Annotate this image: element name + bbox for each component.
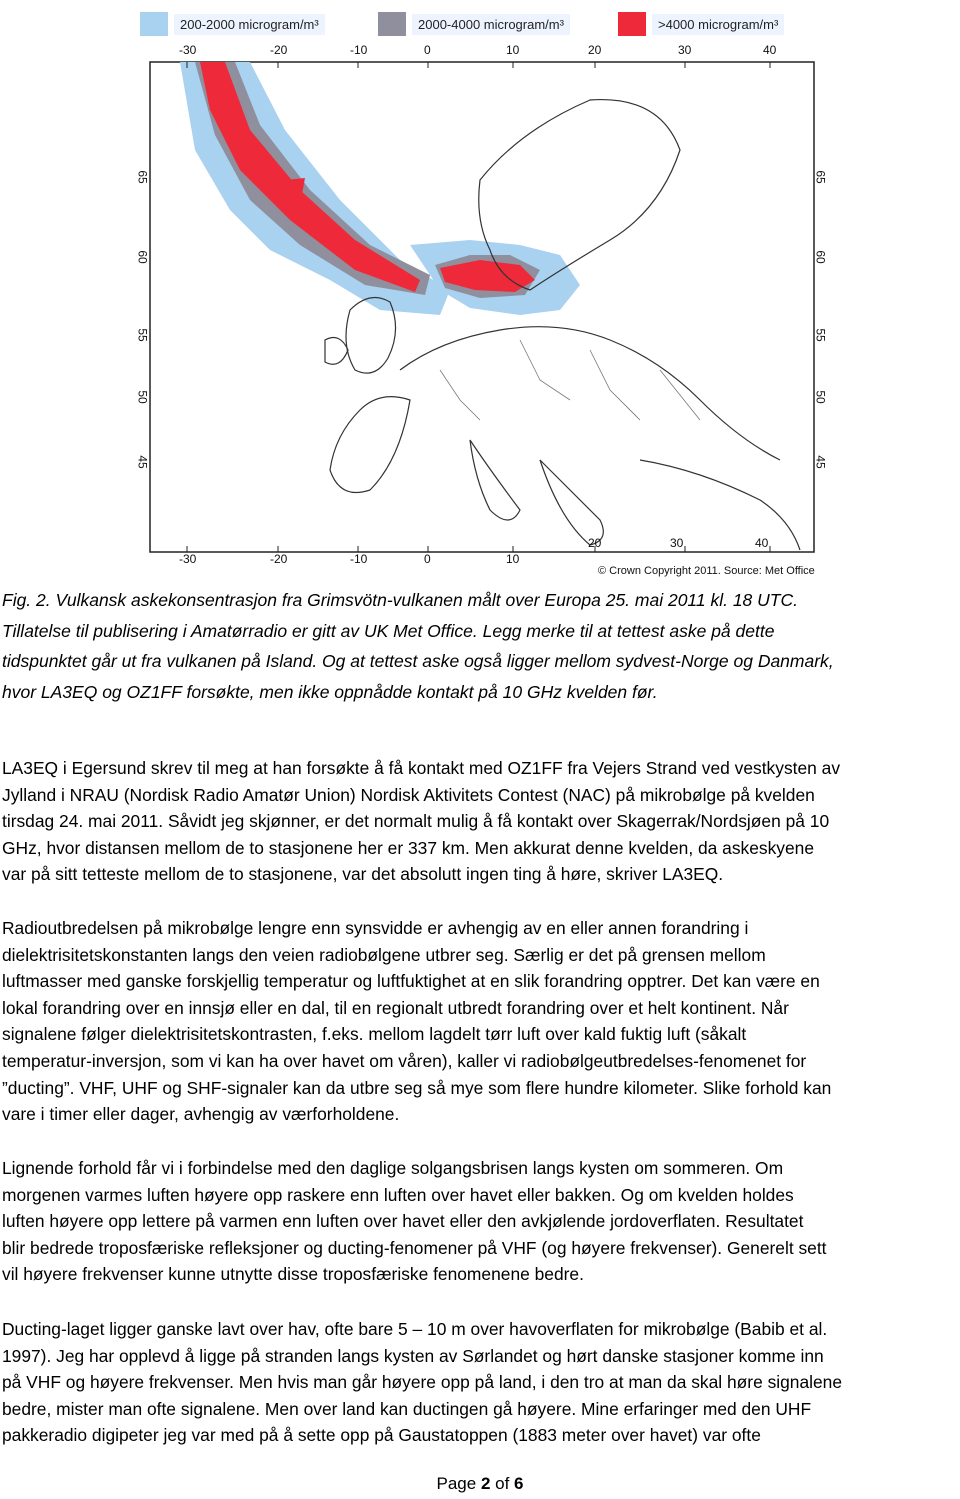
lon-tick-bottom: 40	[755, 536, 769, 550]
lat-tick-left: 45	[135, 455, 150, 469]
text-line: bedre, mister man ofte signalene. Men over land kan ductingen gå høyere. Mine erfaringer med den UHF	[2, 1398, 812, 1419]
ash-concentration-map	[135, 40, 830, 580]
lon-tick-top: -20	[270, 43, 288, 57]
lon-tick-top: 20	[588, 43, 602, 57]
text-line: signalene følger dielektrisitetskontrasten, f.eks. mellom lagdelt tørr luft over kald fuktig luft (såkalt	[2, 1024, 747, 1045]
lat-tick-left: 55	[135, 328, 150, 342]
lon-tick-bottom: 10	[506, 552, 520, 566]
legend-item-low	[140, 12, 325, 36]
text-line: tirsdag 24. mai 2011. Såvidt jeg skjønner, er det normalt mulig å få kontakt over Skagerrak/Nordsjøen på 10	[2, 811, 830, 832]
lon-tick-top: -10	[350, 43, 368, 57]
lat-tick-left: 60	[135, 250, 150, 264]
lon-tick-bottom: -20	[270, 552, 288, 566]
lat-tick-left: 50	[135, 390, 150, 404]
legend-label-low: 200-2000 microgram/m³	[174, 14, 325, 35]
lon-tick-bottom: 30	[670, 536, 684, 550]
footer-mid: of	[490, 1474, 515, 1493]
legend-item-mid	[378, 12, 570, 36]
text-line: dielektrisitetskonstanten langs den veien radiobølgene utbrer seg. Særlig er det på grensen mellom	[2, 944, 766, 965]
paragraph-3	[2, 1155, 960, 1288]
lon-tick-top: 10	[506, 43, 520, 57]
text-line: ”ducting”. VHF, UHF og SHF-signaler kan da utbre seg så mye som flere hundre kilometer. Slike forhold kan	[2, 1077, 832, 1098]
text-line: lokal forandring over en innsjø eller en dal, til en regionalt utbredt forandring over et helt kontinent. Når	[2, 997, 789, 1018]
lon-tick-bottom: -30	[179, 552, 197, 566]
lon-tick-bottom: 0	[424, 552, 431, 566]
lat-tick-right: 50	[813, 390, 828, 404]
page-footer	[0, 1474, 960, 1494]
lon-tick-bottom: -10	[350, 552, 368, 566]
text-line: Jylland i NRAU (Nordisk Radio Amatør Union) Nordisk Aktivitets Contest (NAC) på mikrobølge på kvelden	[2, 784, 815, 805]
text-line: temperatur-inversjon, som vi kan ha over havet om våren), kaller vi radiobølgeutbredelses-fenomenet for	[2, 1050, 807, 1071]
footer-total-pages: 6	[514, 1474, 524, 1493]
footer-current-page: 2	[480, 1474, 491, 1493]
lon-tick-bottom: 20	[588, 536, 602, 550]
text-line: Ducting-laget ligger ganske lavt over hav, ofte bare 5 – 10 m over havoverflaten for mikrobølge (Babib et al.	[2, 1319, 828, 1339]
text-line: morgenen varmes luften høyere opp raskere enn luften over havet eller bakken. Og om kvelden holdes	[2, 1184, 794, 1205]
lat-tick-right: 55	[813, 328, 828, 342]
caption-line: hvor LA3EQ og OZ1FF forsøkte, men ikke oppnådde kontakt på 10 GHz kvelden før.	[2, 681, 658, 702]
footer-prefix: Page	[436, 1474, 481, 1493]
text-line: LA3EQ i Egersund skrev til meg at han forsøkte å få kontakt med OZ1FF fra Vejers Strand ved vestkysten av	[2, 758, 841, 778]
text-line: 1997). Jeg har opplevd å ligge på stranden langs kysten av Sørlandet og hørt danske stasjoner komme inn	[2, 1345, 824, 1366]
lon-tick-top: 40	[763, 43, 777, 57]
lat-tick-right: 60	[813, 250, 828, 264]
text-line: GHz, hvor distansen mellom de to stasjonene her er 337 km. Men akkurat denne kvelden, da askeskyene	[2, 837, 815, 858]
text-line: blir bedrede troposfæriske refleksjoner og ducting-fenomener på VHF (og høyere frekvenser). Generelt sett	[2, 1237, 827, 1258]
lat-tick-right: 45	[813, 455, 828, 469]
legend-label-high: >4000 microgram/m³	[652, 14, 784, 35]
legend-label-mid: 2000-4000 microgram/m³	[412, 14, 570, 35]
map-legend	[140, 8, 820, 36]
text-line: Lignende forhold får vi i forbindelse med den daglige solgangsbrisen langs kysten om sommeren. Om	[2, 1158, 784, 1178]
text-line: Radioutbredelsen på mikrobølge lengre enn synsvidde er avhengig av en eller annen forandring i	[2, 918, 749, 938]
text-line: på VHF og høyere frekvenser. Men hvis man går høyere opp på land, i den tro at man da skal høre signalene	[2, 1372, 843, 1393]
text-line: vil høyere frekvenser kunne utnytte disse troposfæriske fenomenene bedre.	[2, 1264, 584, 1285]
map-credit: © Crown Copyright 2011. Source: Met Office	[598, 565, 815, 577]
figure-caption	[2, 585, 952, 707]
legend-swatch-mid	[378, 12, 406, 36]
lon-tick-top: 0	[424, 43, 431, 57]
legend-item-high	[618, 12, 784, 36]
caption-line: tidspunktet går ut fra vulkanen på Island. Og at tettest aske også ligger mellom sydvest-Norge og Danmark,	[2, 651, 834, 671]
caption-line: Tillatelse til publisering i Amatørradio er gitt av UK Met Office. Legg merke til at tettest aske på dette	[2, 620, 775, 641]
lat-tick-left: 65	[135, 170, 150, 184]
lat-tick-right: 65	[813, 170, 828, 184]
paragraph-2	[2, 915, 960, 1128]
text-line: vare i timer eller dager, avhengig av værforholdene.	[2, 1104, 400, 1125]
legend-swatch-high	[618, 12, 646, 36]
paragraph-1	[2, 755, 960, 888]
paragraph-4	[2, 1316, 960, 1449]
lon-tick-top: 30	[678, 43, 692, 57]
text-line: var på sitt tetteste mellom de to stasjonene, var det absolutt ingen ting å høre, skriver LA3EQ.	[2, 864, 724, 885]
text-line: pakkeradio digipeter jeg var med på å sette opp på Gaustatoppen (1883 meter over havet) var ofte	[2, 1425, 761, 1446]
lon-tick-top: -30	[179, 43, 197, 57]
caption-line: Fig. 2. Vulkansk askekonsentrasjon fra Grimsvötn-vulkanen målt over Europa 25. mai 2011 kl. 18 UTC.	[2, 590, 798, 610]
legend-swatch-low	[140, 12, 168, 36]
text-line: luften høyere opp lettere på varmen enn luften over havet eller den avkjølende jordoverflaten. Resultatet	[2, 1211, 804, 1232]
text-line: luftmasser med ganske forskjellig temperatur og luftfuktighet at en slik forandring opptrer. Det kan være en	[2, 971, 820, 992]
map-graphic	[140, 40, 830, 580]
